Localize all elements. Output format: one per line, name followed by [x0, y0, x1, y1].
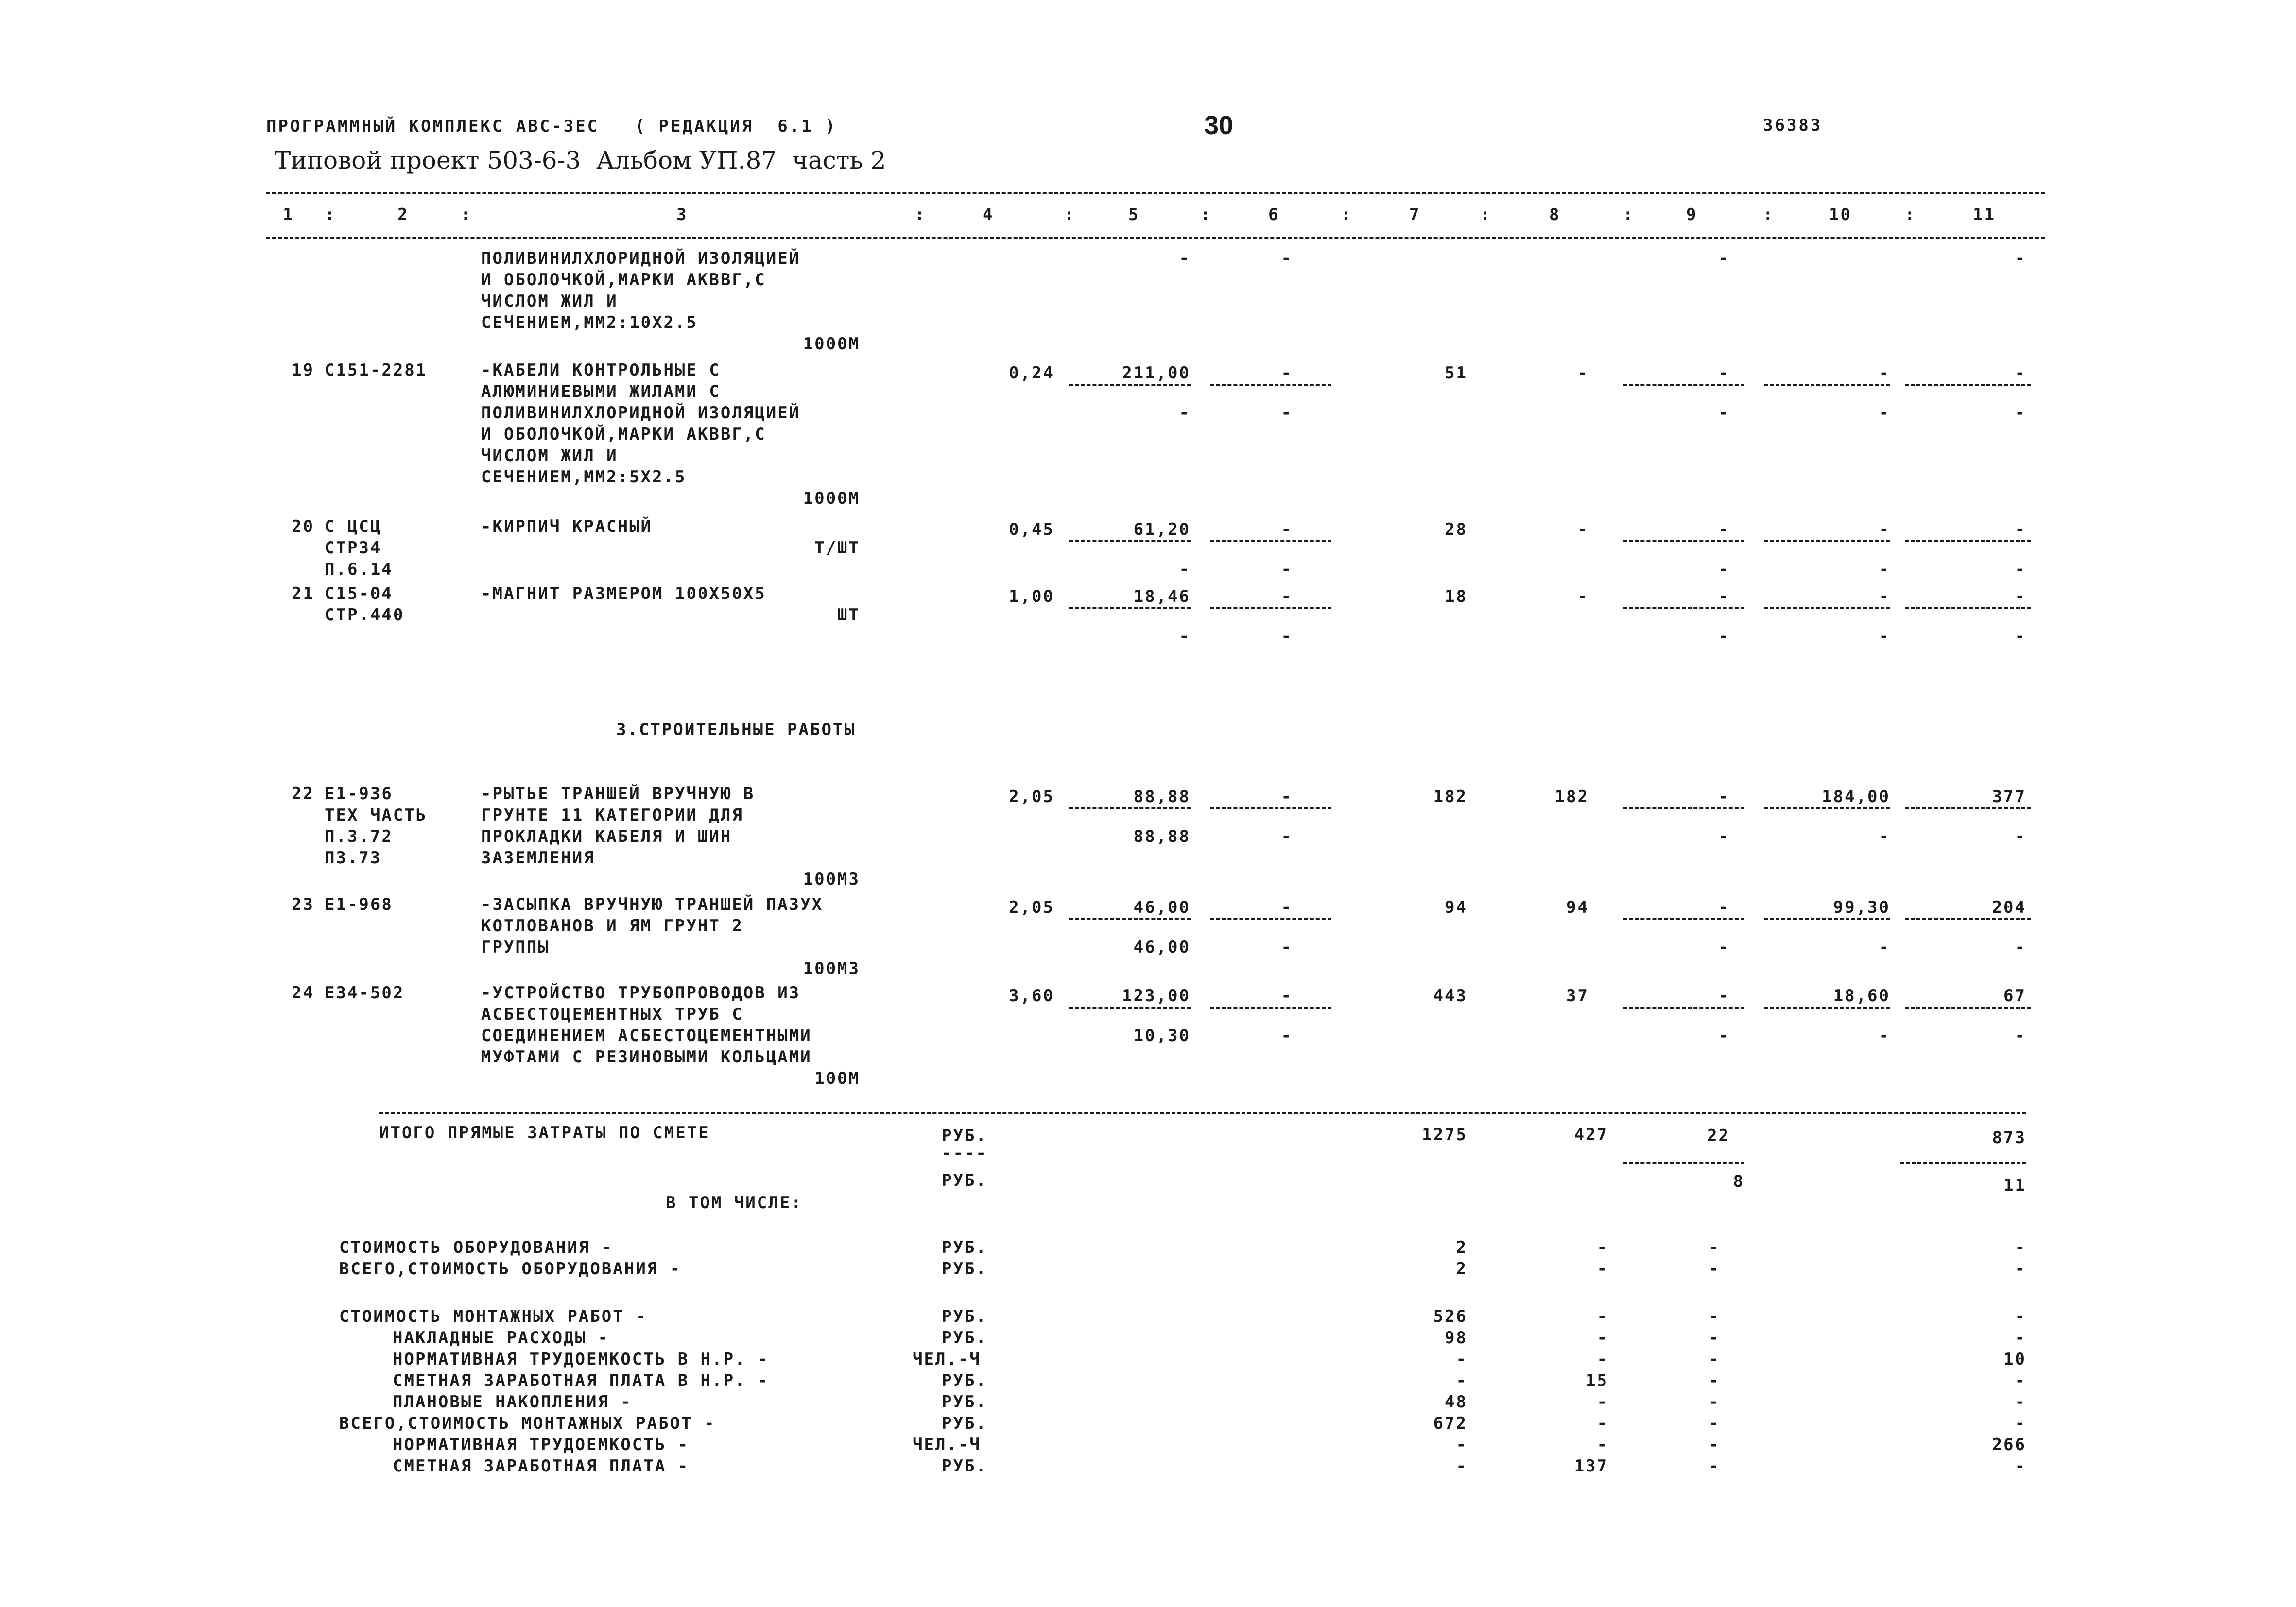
summary-col7: - — [1456, 1456, 1467, 1476]
summary-col8: - — [1597, 1328, 1608, 1348]
cell-subrule — [1210, 807, 1331, 809]
program-header: ПРОГРАММНЫЙ КОМПЛЕКС АВС-ЗЕС ( РЕДАКЦИЯ 6.1 ) — [266, 117, 837, 136]
row-number: 21 — [292, 584, 314, 603]
cell-subrule — [1210, 1007, 1331, 1009]
including-label: В ТОМ ЧИСЛЕ: — [666, 1193, 803, 1213]
cell-c5b-lower: 46,00 — [1133, 938, 1191, 957]
cell-c9b-lower: - — [1718, 403, 1730, 423]
cell-c9: - — [1718, 587, 1730, 606]
column-separator: : — [1905, 205, 1916, 224]
row-number: 24 — [292, 983, 314, 1003]
cell-c4: 0,45 — [1009, 520, 1054, 539]
cell-c9: - — [1718, 787, 1730, 806]
cell-subrule — [1069, 607, 1191, 609]
summary-col9: - — [1709, 1328, 1720, 1348]
row-unit: 100М — [814, 1069, 860, 1088]
column-separator: : — [1763, 205, 1775, 224]
column-separator: : — [1200, 205, 1212, 224]
column-separator: : — [915, 205, 926, 224]
cell-c10b-lower: - — [1879, 560, 1890, 579]
cell-c7: 182 — [1433, 787, 1467, 806]
column-number-3: 3 — [676, 205, 688, 224]
totals-rule — [379, 1112, 2026, 1114]
cell-c5b-lower: - — [1179, 249, 1191, 268]
totals-col11-rule — [1900, 1162, 2026, 1164]
summary-label: ПЛАНОВЫЕ НАКОПЛЕНИЯ - — [393, 1392, 632, 1412]
cell-subrule — [1623, 807, 1744, 809]
summary-label: НОРМАТИВНАЯ ТРУДОЕМКОСТЬ - — [393, 1435, 690, 1454]
summary-col9: - — [1709, 1350, 1720, 1369]
totals-col9: 22 — [1707, 1126, 1730, 1145]
cell-subrule — [1764, 540, 1890, 542]
cell-c10b-lower: - — [1879, 1026, 1890, 1045]
summary-col8: - — [1597, 1350, 1608, 1369]
cell-c6b-lower: - — [1281, 827, 1293, 846]
row-unit: 1000М — [803, 334, 860, 354]
row-description: -МАГНИТ РАЗМЕРОМ 100Х50Х5 — [481, 584, 766, 603]
column-separator: : — [461, 205, 472, 224]
summary-col11: - — [2015, 1392, 2026, 1412]
column-number-11: 11 — [1973, 205, 1996, 224]
cell-c11b-lower: - — [2015, 249, 2026, 268]
cell-c9: - — [1718, 363, 1730, 383]
summary-col11: - — [2015, 1328, 2026, 1348]
cell-c10b-lower: - — [1879, 403, 1890, 423]
totals-col11-second: 11 — [2003, 1176, 2026, 1195]
row-description: -УСТРОЙСТВО ТРУБОПРОВОДОВ ИЗ АСБЕСТОЦЕМЕНТНЫХ ТРУБ С СОЕДИНЕНИЕМ АСБЕСТОЦЕМЕНТНЫМИ МУФТАМИ С РЕЗИНОВЫМИ КОЛЬЦАМИ — [481, 983, 812, 1067]
summary-col9: - — [1709, 1456, 1720, 1476]
cell-subrule — [1623, 1007, 1744, 1009]
column-number-4: 4 — [983, 205, 994, 224]
cell-c11: 204 — [1992, 898, 2026, 917]
cell-c6: - — [1281, 787, 1293, 806]
summary-unit: РУБ. — [942, 1414, 987, 1433]
cell-c8: 182 — [1554, 787, 1589, 806]
totals-col7: 1275 — [1422, 1125, 1467, 1145]
cell-subrule — [1764, 1007, 1890, 1009]
totals-unit-dashes: ---- — [942, 1144, 987, 1163]
row-number: 22 — [292, 784, 314, 804]
summary-label: СМЕТНАЯ ЗАРАБОТНАЯ ПЛАТА - — [393, 1456, 690, 1476]
cell-c10: 99,30 — [1833, 898, 1890, 917]
cell-c7: 51 — [1445, 363, 1467, 383]
summary-unit: РУБ. — [942, 1456, 987, 1476]
summary-col8: - — [1597, 1414, 1608, 1433]
cell-c10: - — [1879, 587, 1890, 606]
summary-col9: - — [1709, 1371, 1720, 1390]
totals-unit-2: РУБ. — [942, 1171, 987, 1190]
cell-c11: 67 — [2003, 986, 2026, 1006]
cell-c5b-lower: - — [1179, 403, 1191, 423]
cell-subrule — [1764, 607, 1890, 609]
summary-col7: - — [1456, 1435, 1467, 1454]
column-separator: : — [1623, 205, 1635, 224]
row-code: Е1-968 — [325, 895, 393, 914]
cell-c8: - — [1577, 520, 1589, 539]
cell-c6b-lower: - — [1281, 938, 1293, 957]
cell-c6: - — [1281, 363, 1293, 383]
summary-unit: РУБ. — [942, 1238, 987, 1257]
summary-col9: - — [1709, 1238, 1720, 1257]
cell-c9b-lower: - — [1718, 627, 1730, 646]
summary-label: СТОИМОСТЬ ОБОРУДОВАНИЯ - — [339, 1238, 613, 1257]
column-separator: : — [1341, 205, 1353, 224]
summary-label: НАКЛАДНЫЕ РАСХОДЫ - — [393, 1328, 609, 1348]
cell-c10: 184,00 — [1822, 787, 1890, 806]
row-description: -РЫТЬЕ ТРАНШЕЙ ВРУЧНУЮ В ГРУНТЕ 11 КАТЕГОРИИ ДЛЯ ПРОКЛАДКИ КАБЕЛЯ И ШИН ЗАЗЕМЛЕНИЯ — [481, 784, 755, 868]
project-title: Типовой проект 503-6-3 Альбом УП.87 часть 2 — [275, 146, 886, 174]
cell-subrule — [1905, 540, 2031, 542]
summary-col11: 10 — [2003, 1350, 2026, 1369]
cell-c6: - — [1281, 587, 1293, 606]
row-code: С ЦСЦ СТР34 П.6.14 — [325, 517, 393, 579]
row-code: Е34-502 — [325, 983, 405, 1003]
cell-subrule — [1764, 918, 1890, 920]
section-heading-construction: 3.СТРОИТЕЛЬНЫЕ РАБОТЫ — [616, 720, 856, 739]
cell-c6b-lower: - — [1281, 560, 1293, 579]
cell-subrule — [1210, 918, 1331, 920]
summary-col8: - — [1597, 1392, 1608, 1412]
row-description: -КИРПИЧ КРАСНЫЙ — [481, 517, 653, 536]
cell-c5: 18,46 — [1133, 587, 1191, 606]
cell-c9: - — [1718, 986, 1730, 1006]
row-code: С151-2281 — [325, 360, 428, 380]
cell-c9: - — [1718, 520, 1730, 539]
cell-subrule — [1905, 607, 2031, 609]
summary-col8: - — [1597, 1259, 1608, 1279]
cell-c4: 0,24 — [1009, 363, 1054, 383]
row-unit: Т/ШТ — [814, 538, 860, 558]
column-header-rule — [266, 237, 2045, 239]
summary-label: ВСЕГО,СТОИМОСТЬ МОНТАЖНЫХ РАБОТ - — [339, 1414, 716, 1433]
summary-col9: - — [1709, 1435, 1720, 1454]
cell-subrule — [1069, 807, 1191, 809]
cell-subrule — [1210, 540, 1331, 542]
summary-unit: ЧЕЛ.-Ч — [913, 1435, 981, 1454]
cell-c10b-lower: - — [1879, 627, 1890, 646]
row-number: 23 — [292, 895, 314, 914]
summary-col9: - — [1709, 1307, 1720, 1326]
column-separator: : — [1480, 205, 1492, 224]
page-number: 30 — [1204, 111, 1234, 140]
summary-col11: - — [2015, 1456, 2026, 1476]
summary-unit: ЧЕЛ.-Ч — [913, 1350, 981, 1369]
cell-c8: 37 — [1566, 986, 1589, 1006]
cell-c8: - — [1577, 587, 1589, 606]
summary-col11: - — [2015, 1238, 2026, 1257]
row-description: -ЗАСЫПКА ВРУЧНУЮ ТРАНШЕЙ ПАЗУХ КОТЛОВАНОВ И ЯМ ГРУНТ 2 ГРУППЫ — [481, 895, 824, 957]
cell-c5: 88,88 — [1133, 787, 1191, 806]
cell-c10: - — [1879, 363, 1890, 383]
summary-col8: - — [1597, 1307, 1608, 1326]
row-unit: 1000М — [803, 489, 860, 508]
cell-c6: - — [1281, 986, 1293, 1006]
cell-subrule — [1905, 918, 2031, 920]
cell-c6: - — [1281, 520, 1293, 539]
cell-subrule — [1764, 807, 1890, 809]
cell-c11b-lower: - — [2015, 1026, 2026, 1045]
cell-c9b-lower: - — [1718, 249, 1730, 268]
cell-c10: 18,60 — [1833, 986, 1890, 1006]
cell-c6b-lower: - — [1281, 1026, 1293, 1045]
summary-col9: - — [1709, 1392, 1720, 1412]
cell-c6b-lower: - — [1281, 627, 1293, 646]
cell-c5b-lower: - — [1179, 560, 1191, 579]
summary-col11: - — [2015, 1259, 2026, 1279]
cell-c5: 211,00 — [1122, 363, 1191, 383]
cell-c7: 94 — [1445, 898, 1467, 917]
cell-c4: 2,05 — [1009, 787, 1054, 806]
column-number-10: 10 — [1829, 205, 1852, 224]
summary-col7: - — [1456, 1350, 1467, 1369]
cell-c11b-lower: - — [2015, 560, 2026, 579]
cell-c5: 123,00 — [1122, 986, 1191, 1006]
summary-col7: - — [1456, 1371, 1467, 1390]
summary-col8: - — [1597, 1238, 1608, 1257]
cell-subrule — [1905, 384, 2031, 386]
totals-col9-rule — [1623, 1162, 1744, 1164]
row-unit: 100М3 — [803, 959, 860, 978]
cell-c6b-lower: - — [1281, 249, 1293, 268]
cell-c5: 46,00 — [1133, 898, 1191, 917]
cell-c5b-lower: 10,30 — [1133, 1026, 1191, 1045]
summary-col8: 137 — [1574, 1456, 1608, 1476]
cell-c9b-lower: - — [1718, 938, 1730, 957]
cell-c7: 443 — [1433, 986, 1467, 1006]
summary-col8: 15 — [1586, 1371, 1608, 1390]
column-number-1: 1 — [283, 205, 294, 224]
cell-c11: - — [2015, 587, 2026, 606]
summary-col11: - — [2015, 1371, 2026, 1390]
cell-subrule — [1623, 540, 1744, 542]
cell-c11b-lower: - — [2015, 627, 2026, 646]
summary-label: СТОИМОСТЬ МОНТАЖНЫХ РАБОТ - — [339, 1307, 647, 1326]
summary-col9: - — [1709, 1414, 1720, 1433]
row-unit: 100М3 — [803, 870, 860, 889]
summary-col8: - — [1597, 1435, 1608, 1454]
summary-unit: РУБ. — [942, 1371, 987, 1390]
cell-c4: 2,05 — [1009, 898, 1054, 917]
cell-subrule — [1623, 918, 1744, 920]
column-number-9: 9 — [1686, 205, 1698, 224]
cell-c10b-lower: - — [1879, 827, 1890, 846]
column-number-5: 5 — [1128, 205, 1140, 224]
row-description: ПОЛИВИНИЛХЛОРИДНОЙ ИЗОЛЯЦИЕЙ И ОБОЛОЧКОЙ,МАРКИ АКВВГ,С ЧИСЛОМ ЖИЛ И СЕЧЕНИЕМ,ММ2:10Х2.5 — [481, 249, 801, 332]
row-unit: ШТ — [837, 605, 860, 625]
cell-subrule — [1623, 607, 1744, 609]
summary-label: НОРМАТИВНАЯ ТРУДОЕМКОСТЬ В Н.Р. - — [393, 1350, 769, 1369]
summary-col7: 2 — [1456, 1259, 1467, 1279]
cell-c4: 3,60 — [1009, 986, 1054, 1006]
cell-c11: - — [2015, 520, 2026, 539]
cell-c11b-lower: - — [2015, 827, 2026, 846]
row-code: Е1-936 ТЕХ ЧАСТЬ П.3.72 П3.73 — [325, 784, 428, 868]
cell-subrule — [1623, 384, 1744, 386]
summary-col11: - — [2015, 1414, 2026, 1433]
cell-c6b-lower: - — [1281, 403, 1293, 423]
summary-col11: 266 — [1992, 1435, 2026, 1454]
summary-unit: РУБ. — [942, 1328, 987, 1348]
cell-c5b-lower: - — [1179, 627, 1191, 646]
row-description: -КАБЕЛИ КОНТРОЛЬНЫЕ С АЛЮМИНИЕВЫМИ ЖИЛАМИ С ПОЛИВИНИЛХЛОРИДНОЙ ИЗОЛЯЦИЕЙ И ОБОЛОЧКОЙ,МАРКИ АКВВГ,С ЧИСЛОМ ЖИЛ И СЕЧЕНИЕМ,ММ2:5Х2.5 — [481, 360, 801, 487]
summary-col11: - — [2015, 1307, 2026, 1326]
cell-c10: - — [1879, 520, 1890, 539]
summary-col7: 672 — [1433, 1414, 1467, 1433]
column-number-8: 8 — [1549, 205, 1561, 224]
cell-subrule — [1069, 540, 1191, 542]
cell-c9b-lower: - — [1718, 1026, 1730, 1045]
document-number: 36383 — [1763, 116, 1823, 135]
cell-c9: - — [1718, 898, 1730, 917]
cell-subrule — [1069, 1007, 1191, 1009]
column-separator: : — [1064, 205, 1076, 224]
cell-c9b-lower: - — [1718, 827, 1730, 846]
totals-col8: 427 — [1574, 1125, 1608, 1145]
summary-col7: 48 — [1445, 1392, 1467, 1412]
summary-col7: 526 — [1433, 1307, 1467, 1326]
column-number-2: 2 — [397, 205, 409, 224]
cell-subrule — [1069, 384, 1191, 386]
cell-subrule — [1764, 384, 1890, 386]
cell-c6: - — [1281, 898, 1293, 917]
totals-col9-second: 8 — [1733, 1172, 1744, 1191]
cell-c7: 28 — [1445, 520, 1467, 539]
summary-unit: РУБ. — [942, 1259, 987, 1279]
row-number: 19 — [292, 360, 314, 380]
column-number-6: 6 — [1268, 205, 1280, 224]
column-number-7: 7 — [1409, 205, 1421, 224]
cell-c4: 1,00 — [1009, 587, 1054, 606]
row-code: С15-04 СТР.440 — [325, 584, 405, 625]
table-top-rule — [266, 192, 2045, 194]
summary-unit: РУБ. — [942, 1307, 987, 1326]
row-number: 20 — [292, 517, 314, 536]
cell-c10b-lower: - — [1879, 938, 1890, 957]
summary-col7: 98 — [1445, 1328, 1467, 1348]
cell-c5: 61,20 — [1133, 520, 1191, 539]
totals-label: ИТОГО ПРЯМЫЕ ЗАТРАТЫ ПО СМЕТЕ — [379, 1123, 710, 1143]
summary-col9: - — [1709, 1259, 1720, 1279]
cell-subrule — [1905, 1007, 2031, 1009]
cell-c11b-lower: - — [2015, 938, 2026, 957]
summary-unit: РУБ. — [942, 1392, 987, 1412]
cell-c11: - — [2015, 363, 2026, 383]
cell-c9b-lower: - — [1718, 560, 1730, 579]
column-separator: : — [325, 205, 336, 224]
summary-label: СМЕТНАЯ ЗАРАБОТНАЯ ПЛАТА В Н.Р. - — [393, 1371, 769, 1390]
totals-col11: 873 — [1992, 1128, 2026, 1147]
cell-c8: 94 — [1566, 898, 1589, 917]
summary-col7: 2 — [1456, 1238, 1467, 1257]
cell-c11: 377 — [1992, 787, 2026, 806]
totals-unit: РУБ. — [942, 1126, 987, 1145]
cell-c11b-lower: - — [2015, 403, 2026, 423]
cell-subrule — [1905, 807, 2031, 809]
cell-c8: - — [1577, 363, 1589, 383]
cell-subrule — [1210, 384, 1331, 386]
cell-c7: 18 — [1445, 587, 1467, 606]
cell-subrule — [1069, 918, 1191, 920]
cell-c5b-lower: 88,88 — [1133, 827, 1191, 846]
summary-label: ВСЕГО,СТОИМОСТЬ ОБОРУДОВАНИЯ - — [339, 1259, 682, 1279]
cell-subrule — [1210, 607, 1331, 609]
